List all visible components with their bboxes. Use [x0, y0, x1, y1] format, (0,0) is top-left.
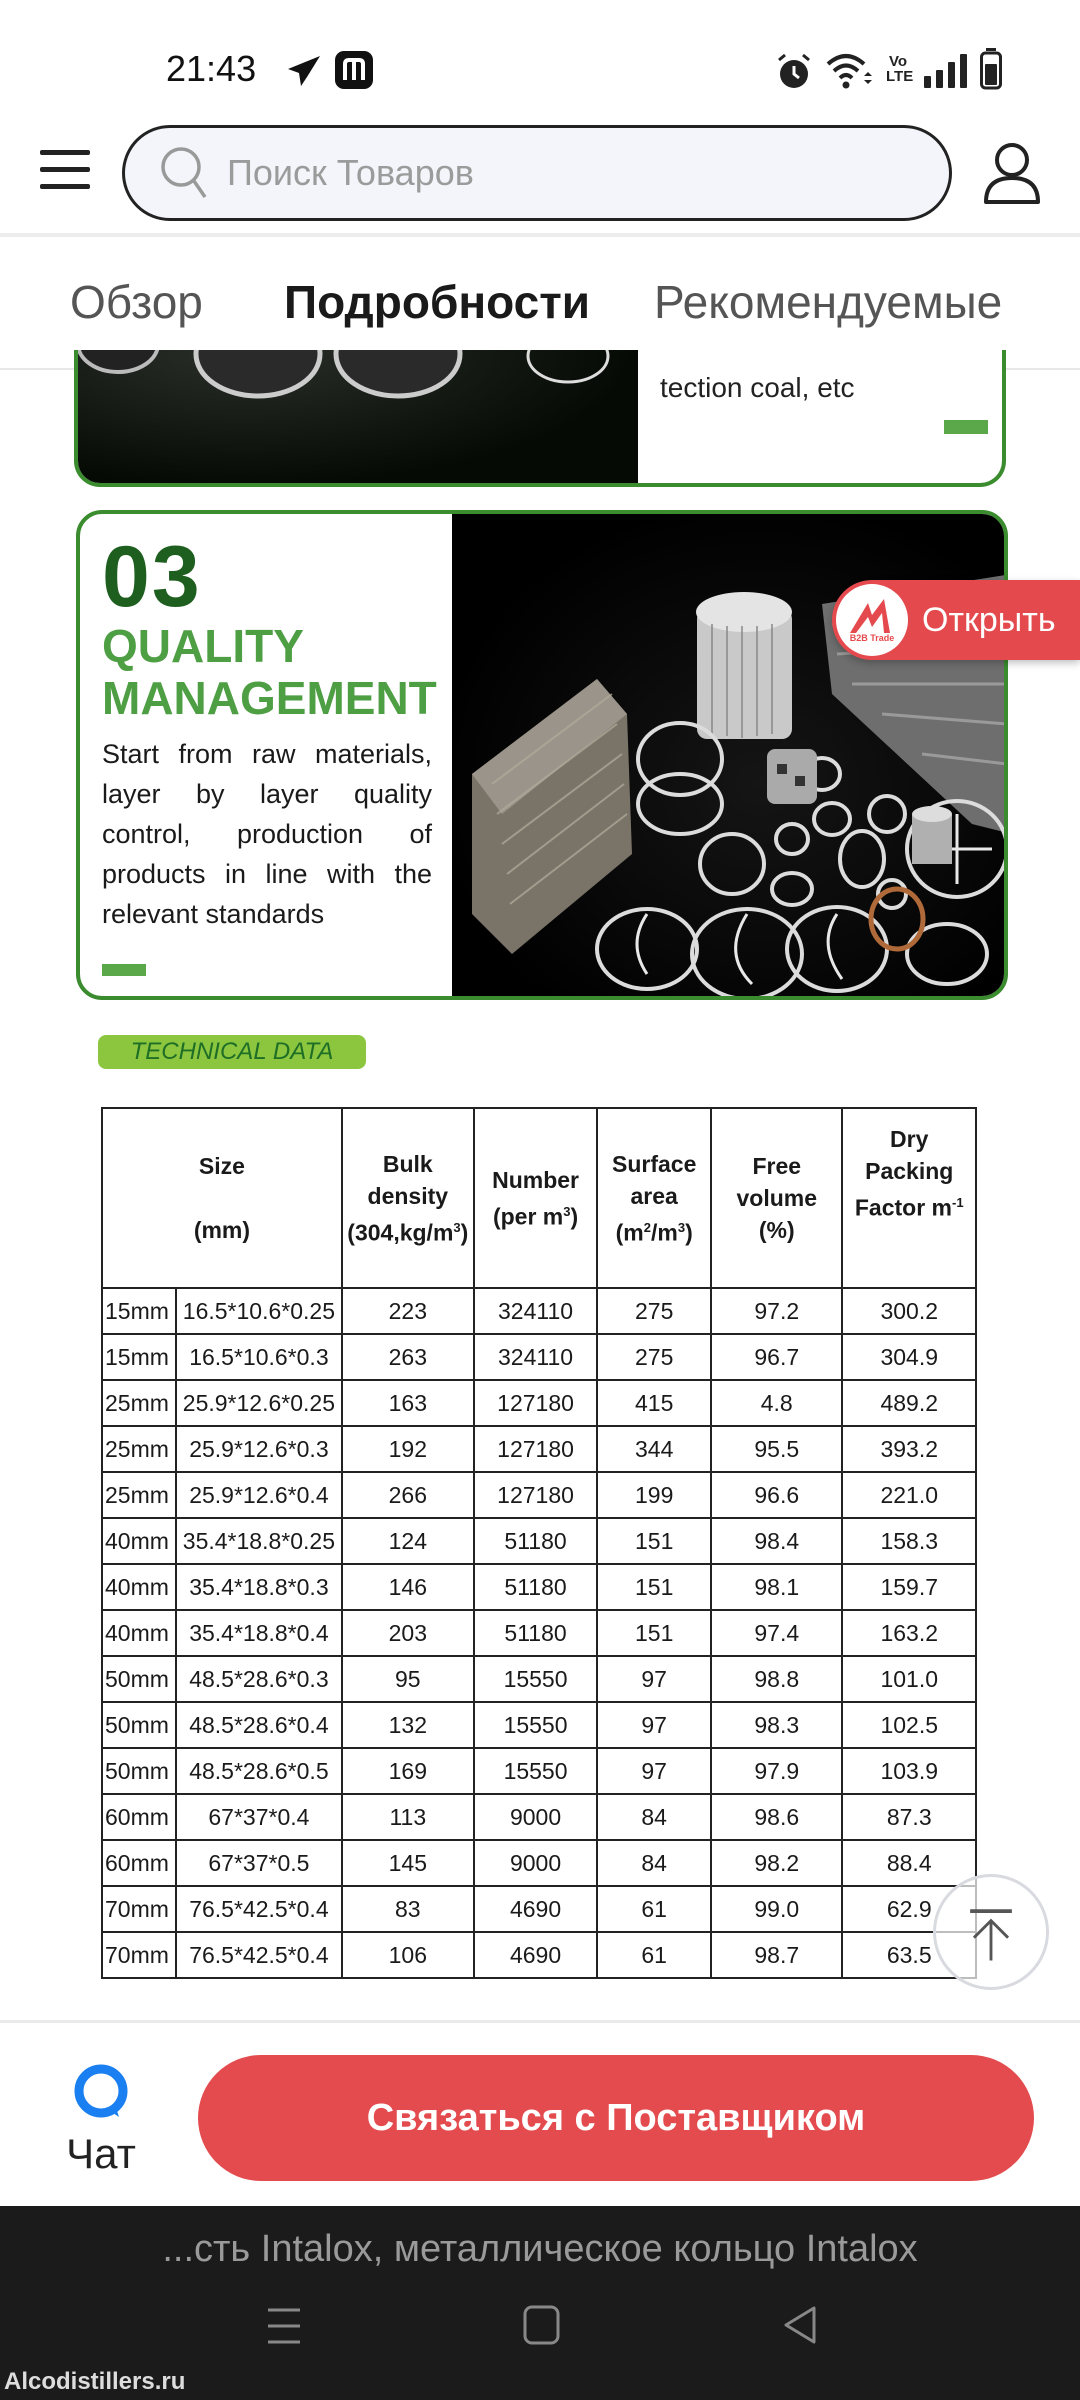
cell-bulk-density: 124 [342, 1518, 474, 1564]
volte-icon [886, 53, 914, 85]
cell-surface-area: 84 [597, 1794, 711, 1840]
header-text: (%) [758, 1217, 795, 1243]
cell-number: 15550 [474, 1702, 598, 1748]
header-text: ) [685, 1219, 693, 1246]
cell-surface-area: 151 [597, 1564, 711, 1610]
cell-dimensions: 76.5*42.5*0.4 [176, 1932, 342, 1978]
cell-dimensions: 16.5*10.6*0.3 [176, 1334, 342, 1380]
header-text: (m [615, 1219, 644, 1246]
telegram-icon [286, 54, 322, 88]
cell-dry-packing-factor: 103.9 [842, 1748, 976, 1794]
contact-supplier-button[interactable]: Связаться с Поставщиком [198, 2055, 1034, 2181]
bottom-action-bar [0, 2020, 1080, 2206]
cell-surface-area: 151 [597, 1518, 711, 1564]
header-text: Factor m [854, 1194, 953, 1221]
volte-top-text: Vo [888, 53, 908, 70]
table-row [102, 1886, 976, 1932]
volte-bottom-text: LTE [886, 68, 914, 85]
card-title-line1: QUALITY [102, 620, 304, 672]
superscript: 3 [677, 1219, 686, 1235]
table-row [102, 1656, 976, 1702]
cell-nominal-size: 60mm [102, 1794, 176, 1840]
cell-surface-area: 199 [597, 1472, 711, 1518]
cell-dry-packing-factor: 158.3 [842, 1518, 976, 1564]
tab-overview[interactable]: Обзор [70, 276, 203, 328]
superscript: 3 [563, 1203, 571, 1219]
table-row [102, 1472, 976, 1518]
header-text: density [367, 1182, 449, 1209]
cell-free-volume: 99.0 [711, 1886, 842, 1932]
system-navigation-area [0, 2206, 1080, 2400]
cell-number: 127180 [474, 1472, 598, 1518]
cell-nominal-size: 70mm [102, 1886, 176, 1932]
watermark: Alcodistillers.ru [4, 2368, 186, 2395]
cell-nominal-size: 60mm [102, 1840, 176, 1886]
cell-surface-area: 344 [597, 1426, 711, 1472]
cell-nominal-size: 40mm [102, 1610, 176, 1656]
header-size-label: Size [198, 1153, 245, 1179]
cell-dimensions: 67*37*0.4 [176, 1794, 342, 1840]
card-title-line2: MANAGEMENT [102, 672, 437, 724]
search-input[interactable] [227, 152, 877, 194]
menu-line [40, 150, 90, 155]
cell-number: 4690 [474, 1932, 598, 1978]
cell-dry-packing-factor: 102.5 [842, 1702, 976, 1748]
menu-line [40, 184, 90, 189]
chat-label: Чат [66, 2130, 136, 2177]
cell-bulk-density: 192 [342, 1426, 474, 1472]
cell-bulk-density: 169 [342, 1748, 474, 1794]
cell-dry-packing-factor: 88.4 [842, 1840, 976, 1886]
cell-surface-area: 275 [597, 1288, 711, 1334]
chat-button[interactable] [56, 2063, 146, 2183]
cell-bulk-density: 263 [342, 1334, 474, 1380]
header-text: /m [650, 1219, 678, 1246]
card-description: Start from raw materials, layer by layer quality control, production of products in line with the relevant standards [102, 739, 432, 929]
cell-free-volume: 97.2 [711, 1288, 842, 1334]
b2b-trade-logo-mark [848, 597, 896, 635]
cell-free-volume: 98.4 [711, 1518, 842, 1564]
cell-free-volume: 98.6 [711, 1794, 842, 1840]
cell-number: 51180 [474, 1518, 598, 1564]
cell-free-volume: 98.7 [711, 1932, 842, 1978]
cell-bulk-density: 113 [342, 1794, 474, 1840]
cell-nominal-size: 70mm [102, 1932, 176, 1978]
cell-free-volume: 98.2 [711, 1840, 842, 1886]
cell-dimensions: 35.4*18.8*0.25 [176, 1518, 342, 1564]
header-size-unit: (mm) [193, 1217, 251, 1243]
cell-number: 9000 [474, 1794, 598, 1840]
alarm-icon [776, 52, 812, 90]
cell-bulk-density: 163 [342, 1380, 474, 1426]
cell-dry-packing-factor: 489.2 [842, 1380, 976, 1426]
cell-dimensions: 48.5*28.6*0.4 [176, 1702, 342, 1748]
cell-number: 15550 [474, 1748, 598, 1794]
table-row [102, 1564, 976, 1610]
technical-data-table [101, 1107, 977, 1979]
cell-surface-area: 84 [597, 1840, 711, 1886]
open-button-label: Открыть [922, 600, 1056, 639]
cell-dry-packing-factor: 300.2 [842, 1288, 976, 1334]
cell-dimensions: 25.9*12.6*0.3 [176, 1426, 342, 1472]
cell-surface-area: 61 [597, 1886, 711, 1932]
signal-icon [924, 54, 970, 88]
cell-free-volume: 95.5 [711, 1426, 842, 1472]
header-text: Bulk [382, 1150, 433, 1177]
b2b-trade-logo [836, 584, 908, 656]
logo-text: B2B Trade [849, 633, 895, 643]
table-row [102, 1518, 976, 1564]
cell-surface-area: 97 [597, 1656, 711, 1702]
page-caption: ...сть Intalox, металлическое кольцо Intalox [162, 2228, 918, 2270]
cell-nominal-size: 25mm [102, 1426, 176, 1472]
cell-dimensions: 25.9*12.6*0.4 [176, 1472, 342, 1518]
cell-dimensions: 48.5*28.6*0.3 [176, 1656, 342, 1702]
app-notification-icon [334, 50, 374, 90]
cell-free-volume: 98.8 [711, 1656, 842, 1702]
green-accent-bar [944, 420, 988, 434]
open-in-app-button[interactable] [832, 580, 1080, 660]
cell-dry-packing-factor: 393.2 [842, 1426, 976, 1472]
cell-free-volume: 98.3 [711, 1702, 842, 1748]
header-text: (per m [492, 1203, 564, 1230]
header-text: Free [752, 1153, 802, 1179]
menu-button[interactable] [40, 150, 90, 194]
cell-nominal-size: 15mm [102, 1288, 176, 1334]
table-row [102, 1748, 976, 1794]
header-text: Surface [612, 1150, 697, 1177]
header-text: area [630, 1182, 678, 1209]
table-row [102, 1426, 976, 1472]
cell-dimensions: 76.5*42.5*0.4 [176, 1886, 342, 1932]
table-row [102, 1288, 976, 1334]
cell-bulk-density: 203 [342, 1610, 474, 1656]
search-icon [159, 145, 211, 201]
green-accent-bar [102, 964, 146, 976]
table-row [102, 1334, 976, 1380]
packing-rings-image [78, 350, 638, 487]
header-text: ) [460, 1219, 469, 1246]
cell-free-volume: 97.4 [711, 1610, 842, 1656]
cell-number: 324110 [474, 1288, 598, 1334]
cell-number: 4690 [474, 1886, 598, 1932]
header-text: Packing [865, 1158, 954, 1184]
cell-nominal-size: 15mm [102, 1334, 176, 1380]
cell-surface-area: 97 [597, 1748, 711, 1794]
cell-dry-packing-factor: 62.9 [842, 1886, 976, 1932]
superscript: 2 [643, 1219, 651, 1235]
cell-surface-area: 151 [597, 1610, 711, 1656]
profile-icon[interactable] [982, 142, 1042, 206]
cell-nominal-size: 25mm [102, 1380, 176, 1426]
cell-dry-packing-factor: 221.0 [842, 1472, 976, 1518]
table-row [102, 1932, 976, 1978]
card-title [102, 620, 437, 724]
header-number [474, 1108, 598, 1288]
cell-bulk-density: 145 [342, 1840, 474, 1886]
cell-dimensions: 48.5*28.6*0.5 [176, 1748, 342, 1794]
scroll-to-top-button[interactable] [933, 1874, 1049, 1990]
cell-dry-packing-factor: 63.5 [842, 1932, 976, 1978]
header-surface-area [597, 1108, 711, 1288]
menu-line [40, 167, 90, 172]
cell-nominal-size: 50mm [102, 1702, 176, 1748]
table-row [102, 1610, 976, 1656]
superscript: 3 [453, 1219, 461, 1235]
cell-free-volume: 96.6 [711, 1472, 842, 1518]
cell-number: 15550 [474, 1656, 598, 1702]
cell-bulk-density: 95 [342, 1656, 474, 1702]
status-time: 21:43 [166, 48, 257, 89]
header-text: Number [492, 1166, 579, 1193]
cell-dimensions: 67*37*0.5 [176, 1840, 342, 1886]
cell-bulk-density: 146 [342, 1564, 474, 1610]
cell-dry-packing-factor: 87.3 [842, 1794, 976, 1840]
table-row [102, 1380, 976, 1426]
cell-number: 127180 [474, 1380, 598, 1426]
back-icon[interactable] [780, 2304, 820, 2346]
cell-bulk-density: 266 [342, 1472, 474, 1518]
cell-nominal-size: 50mm [102, 1656, 176, 1702]
recent-apps-icon[interactable] [264, 2306, 304, 2346]
cell-nominal-size: 25mm [102, 1472, 176, 1518]
cell-nominal-size: 40mm [102, 1518, 176, 1564]
cell-number: 51180 [474, 1564, 598, 1610]
cell-nominal-size: 40mm [102, 1564, 176, 1610]
cell-dry-packing-factor: 101.0 [842, 1656, 976, 1702]
table-row [102, 1702, 976, 1748]
header-dry-packing-factor [842, 1108, 976, 1288]
search-bar[interactable] [122, 125, 952, 221]
product-image [78, 350, 638, 487]
header-text: (304,kg/m [347, 1219, 454, 1246]
wifi-icon [826, 52, 872, 90]
cell-dimensions: 16.5*10.6*0.25 [176, 1288, 342, 1334]
cell-free-volume: 4.8 [711, 1380, 842, 1426]
cell-bulk-density: 106 [342, 1932, 474, 1978]
cell-free-volume: 97.9 [711, 1748, 842, 1794]
table-body [102, 1288, 976, 1978]
cell-nominal-size: 50mm [102, 1748, 176, 1794]
feature-card-previous [74, 350, 1006, 487]
superscript: -1 [952, 1195, 964, 1210]
table-row [102, 1794, 976, 1840]
header-text: ) [570, 1203, 579, 1230]
cell-number: 127180 [474, 1426, 598, 1472]
home-icon[interactable] [522, 2304, 562, 2346]
cell-surface-area: 415 [597, 1380, 711, 1426]
tab-details[interactable]: Подробности [284, 276, 591, 328]
card-number: 03 [102, 529, 202, 625]
cell-dimensions: 35.4*18.8*0.4 [176, 1610, 342, 1656]
table-row [102, 1840, 976, 1886]
cell-bulk-density: 83 [342, 1886, 474, 1932]
cell-free-volume: 98.1 [711, 1564, 842, 1610]
cell-number: 324110 [474, 1334, 598, 1380]
cell-surface-area: 97 [597, 1702, 711, 1748]
cell-dry-packing-factor: 304.9 [842, 1334, 976, 1380]
cell-dry-packing-factor: 159.7 [842, 1564, 976, 1610]
header-text: Dry [890, 1126, 929, 1152]
header-text: volume [736, 1185, 818, 1211]
header-size [102, 1108, 342, 1288]
cell-dimensions: 35.4*18.8*0.3 [176, 1564, 342, 1610]
header-free-volume [711, 1108, 842, 1288]
chat-icon [71, 2063, 131, 2123]
cell-bulk-density: 132 [342, 1702, 474, 1748]
cell-free-volume: 96.7 [711, 1334, 842, 1380]
cell-surface-area: 61 [597, 1932, 711, 1978]
tab-recommended[interactable]: Рекомендуемые [654, 276, 1003, 328]
cell-dry-packing-factor: 163.2 [842, 1610, 976, 1656]
cell-number: 51180 [474, 1610, 598, 1656]
table-header-row [102, 1108, 976, 1288]
card-text: tection coal, etc [660, 372, 855, 403]
cell-dimensions: 25.9*12.6*0.25 [176, 1380, 342, 1426]
technical-data-badge: TECHNICAL DATA [98, 1035, 366, 1069]
battery-icon [980, 48, 1002, 90]
cell-bulk-density: 223 [342, 1288, 474, 1334]
header-bulk-density [342, 1108, 474, 1288]
cell-number: 9000 [474, 1840, 598, 1886]
cell-surface-area: 275 [597, 1334, 711, 1380]
